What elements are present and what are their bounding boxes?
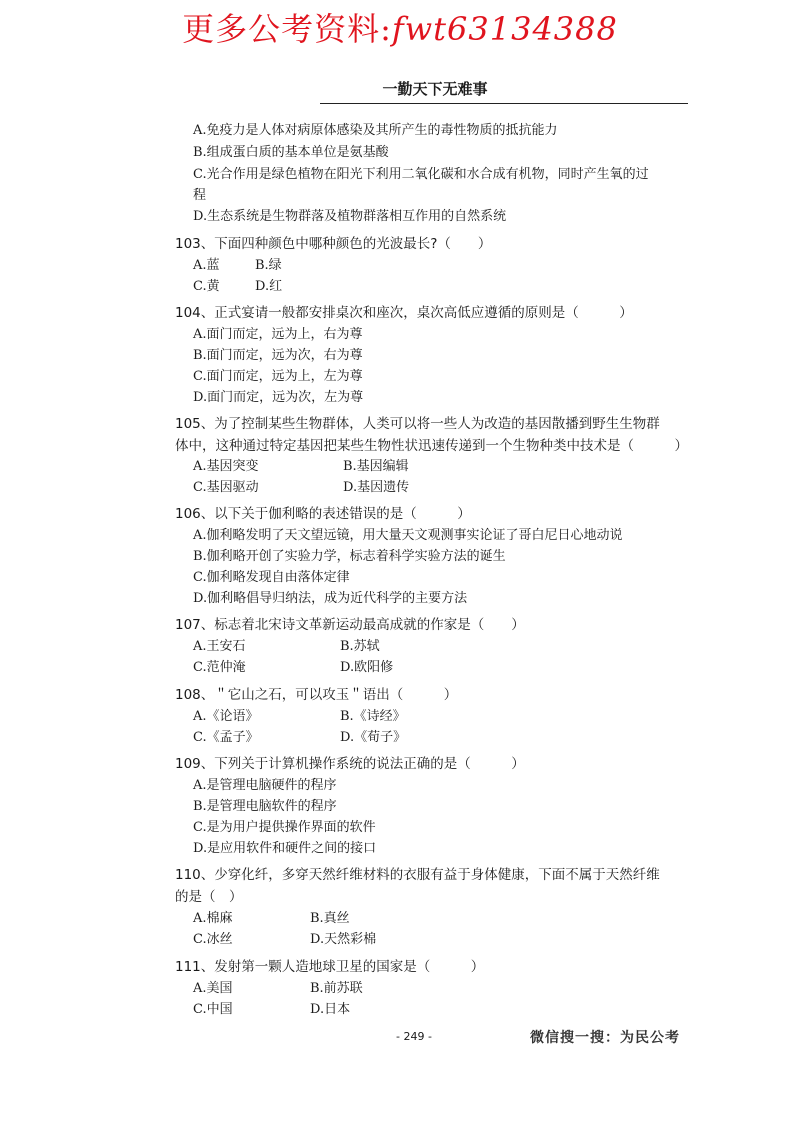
question-110-line2: 的是（ ） xyxy=(175,889,243,905)
q105-option-b: B.基因编辑 xyxy=(343,459,409,474)
q106-option-a: A.伽利略发明了天文望远镜，用大量天文观测事实论证了哥白尼日心地动说 xyxy=(193,528,623,543)
q109-option-a: A.是管理电脑硬件的程序 xyxy=(193,778,337,793)
q107-option-b: B.苏轼 xyxy=(340,639,380,654)
promo-contact: fwt63134388 xyxy=(391,10,618,48)
q103-option-d: D.红 xyxy=(255,279,283,294)
q108-option-d: D.《荀子》 xyxy=(340,730,407,745)
prev-option-c-cont: 程 xyxy=(193,188,207,203)
q103-option-c: C.黄 xyxy=(193,279,220,294)
q106-option-d: D.伽利略倡导归纳法，成为近代科学的主要方法 xyxy=(193,591,468,606)
q110-option-d: D.天然彩棉 xyxy=(310,932,377,947)
promo-label: 更多公考资料: xyxy=(182,10,392,48)
prev-option-a: A.免疫力是人体对病原体感染及其所产生的毒性物质的抵抗能力 xyxy=(193,123,558,138)
q107-option-c: C.范仲淹 xyxy=(193,660,246,675)
prev-option-b: B.组成蛋白质的基本单位是氨基酸 xyxy=(193,145,389,160)
question-111: 111、发射第一颗人造地球卫星的国家是（ ） xyxy=(175,959,485,975)
q111-option-a: A.美国 xyxy=(193,981,233,996)
q105-option-c: C.基因驱动 xyxy=(193,480,259,495)
q104-option-a: A.面门而定，远为上，右为尊 xyxy=(193,327,363,342)
q108-option-c: C.《孟子》 xyxy=(193,730,259,745)
header-title: 一勤天下无难事 xyxy=(382,80,488,98)
q105-option-d: D.基因遗传 xyxy=(343,480,410,495)
q104-option-b: B.面门而定，远为次，右为尊 xyxy=(193,348,363,363)
q105-option-a: A.基因突变 xyxy=(193,459,259,474)
question-107: 107、标志着北宋诗文革新运动最高成就的作家是（ ） xyxy=(175,617,525,633)
q104-option-c: C.面门而定，远为上，左为尊 xyxy=(193,369,363,384)
q109-option-d: D.是应用软件和硬件之间的接口 xyxy=(193,841,377,856)
q107-option-a: A.王安石 xyxy=(193,639,246,654)
question-109: 109、下列关于计算机操作系统的说法正确的是（ ） xyxy=(175,756,525,772)
question-106: 106、以下关于伽利略的表述错误的是（ ） xyxy=(175,506,471,522)
question-110-line1: 110、少穿化纤，多穿天然纤维材料的衣服有益于身体健康，下面不属于天然纤维 xyxy=(175,867,660,883)
q108-option-a: A.《论语》 xyxy=(193,709,259,724)
q106-option-b: B.伽利略开创了实验力学，标志着科学实验方法的诞生 xyxy=(193,549,506,564)
q107-option-d: D.欧阳修 xyxy=(340,660,394,675)
q108-option-b: B.《诗经》 xyxy=(340,709,406,724)
prev-option-d: D.生态系统是生物群落及植物群落相互作用的自然系统 xyxy=(193,209,507,224)
footer-text: 微信搜一搜：为民公考 xyxy=(530,1030,680,1046)
question-105-line1: 105、为了控制某些生物群体，人类可以将一些人为改造的基因散播到野生生物群 xyxy=(175,416,660,432)
q103-option-a: A.蓝 xyxy=(193,258,220,273)
q103-option-b: B.绿 xyxy=(255,258,282,273)
question-104: 104、正式宴请一般都安排桌次和座次，桌次高低应遵循的原则是（ ） xyxy=(175,305,633,321)
q104-option-d: D.面门而定，远为次，左为尊 xyxy=(193,390,364,405)
q110-option-c: C.冰丝 xyxy=(193,932,233,947)
prev-option-c: C.光合作用是绿色植物在阳光下利用二氧化碳和水合成有机物，同时产生氧的过 xyxy=(193,167,649,182)
q111-option-d: D.日本 xyxy=(310,1002,351,1017)
question-105-line2: 体中，这种通过特定基因把某些生物性状迅速传递到一个生物种类中技术是（ ） xyxy=(175,438,688,454)
question-108: 108、＂它山之石，可以攻玉＂语出（ ） xyxy=(175,687,458,703)
q109-option-c: C.是为用户提供操作界面的软件 xyxy=(193,820,376,835)
q106-option-c: C.伽利略发现自由落体定律 xyxy=(193,570,350,585)
q111-option-b: B.前苏联 xyxy=(310,981,363,996)
q110-option-b: B.真丝 xyxy=(310,911,350,926)
q109-option-b: B.是管理电脑软件的程序 xyxy=(193,799,337,814)
question-103: 103、下面四种颜色中哪种颜色的光波最长?（ ） xyxy=(175,236,492,252)
page-number: - 249 - xyxy=(396,1030,432,1043)
q111-option-c: C.中国 xyxy=(193,1002,233,1017)
q110-option-a: A.棉麻 xyxy=(193,911,233,926)
